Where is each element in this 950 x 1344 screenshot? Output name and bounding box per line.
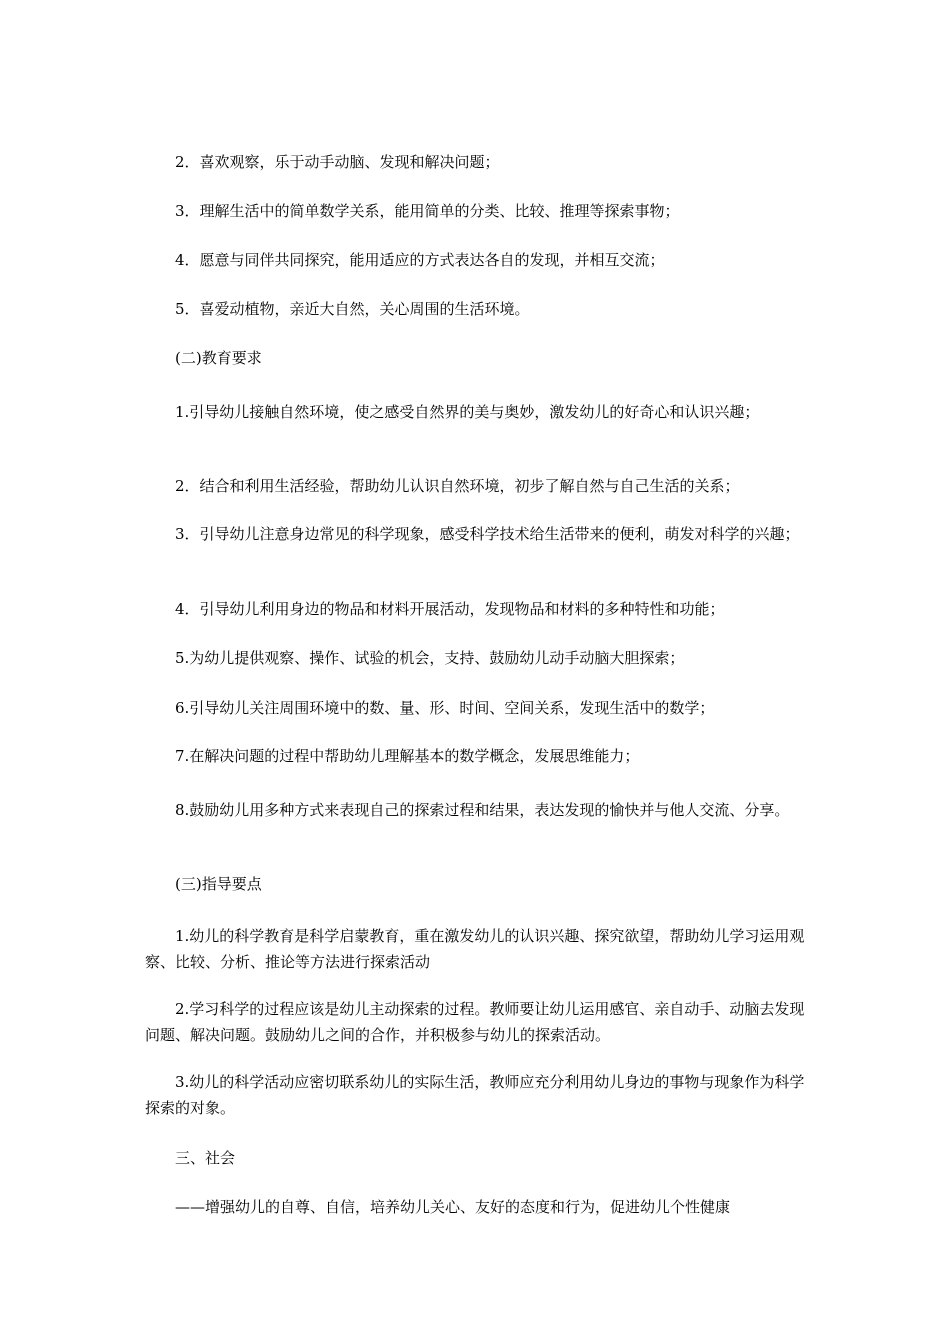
paragraph-requirement-6: 6.引导幼儿关注周围环境中的数、量、形、时间、空间关系，发现生活中的数学； [175, 699, 715, 717]
paragraph-society-intro: ——增强幼儿的自尊、自信，培养幼儿关心、友好的态度和行为，促进幼儿个性健康 [175, 1198, 731, 1216]
paragraph-requirement-1: 1.引导幼儿接触自然环境，使之感受自然界的美与奥妙，激发幼儿的好奇心和认识兴趣； [175, 403, 760, 421]
paragraph-requirement-2: 2．结合和利用生活经验，帮助幼儿认识自然环境，初步了解自然与自己生活的关系； [175, 477, 740, 495]
paragraph-guidance-2: 2.学习科学的过程应该是幼儿主动探索的过程。教师要让幼儿运用感官、亲自动手、动脑去发现问题、解决问题。鼓励幼儿之间的合作，并积极参与幼儿的探索活动。 [145, 1000, 805, 1044]
paragraph-guidance-1: 1.幼儿的科学教育是科学启蒙教育，重在激发幼儿的认识兴趣、探究欲望，帮助幼儿学习运用观察、比较、分析、推论等方法进行探索活动 [145, 927, 805, 971]
paragraph-requirement-8: 8.鼓励幼儿用多种方式来表现自己的探索过程和结果，表达发现的愉快并与他人交流、分享。 [175, 801, 790, 819]
paragraph-requirement-4: 4．引导幼儿利用身边的物品和材料开展活动，发现物品和材料的多种特性和功能； [175, 600, 725, 618]
section-heading-education-requirements: (二)教育要求 [175, 349, 262, 367]
section-heading-society: 三、社会 [175, 1149, 236, 1167]
paragraph-requirement-7: 7.在解决问题的过程中帮助幼儿理解基本的数学概念，发展思维能力； [175, 747, 640, 765]
paragraph-requirement-5: 5.为幼儿提供观察、操作、试验的机会，支持、鼓励幼儿动手动脑大胆探索； [175, 649, 685, 667]
section-heading-guidance-points: (三)指导要点 [175, 875, 262, 893]
paragraph-requirement-3: 3．引导幼儿注意身边常见的科学现象，感受科学技术给生活带来的便利，萌发对科学的兴趣； [175, 525, 800, 543]
paragraph-science-goal-4: 4．愿意与同伴共同探究，能用适应的方式表达各自的发现，并相互交流； [175, 251, 665, 269]
paragraph-science-goal-3: 3．理解生活中的简单数学关系，能用简单的分类、比较、推理等探索事物； [175, 202, 680, 220]
paragraph-guidance-3: 3.幼儿的科学活动应密切联系幼儿的实际生活，教师应充分利用幼儿身边的事物与现象作为科学探索的对象。 [145, 1073, 805, 1117]
paragraph-science-goal-2: 2．喜欢观察，乐于动手动脑、发现和解决问题； [175, 153, 500, 171]
paragraph-science-goal-5: 5．喜爱动植物，亲近大自然，关心周围的生活环境。 [175, 300, 530, 318]
